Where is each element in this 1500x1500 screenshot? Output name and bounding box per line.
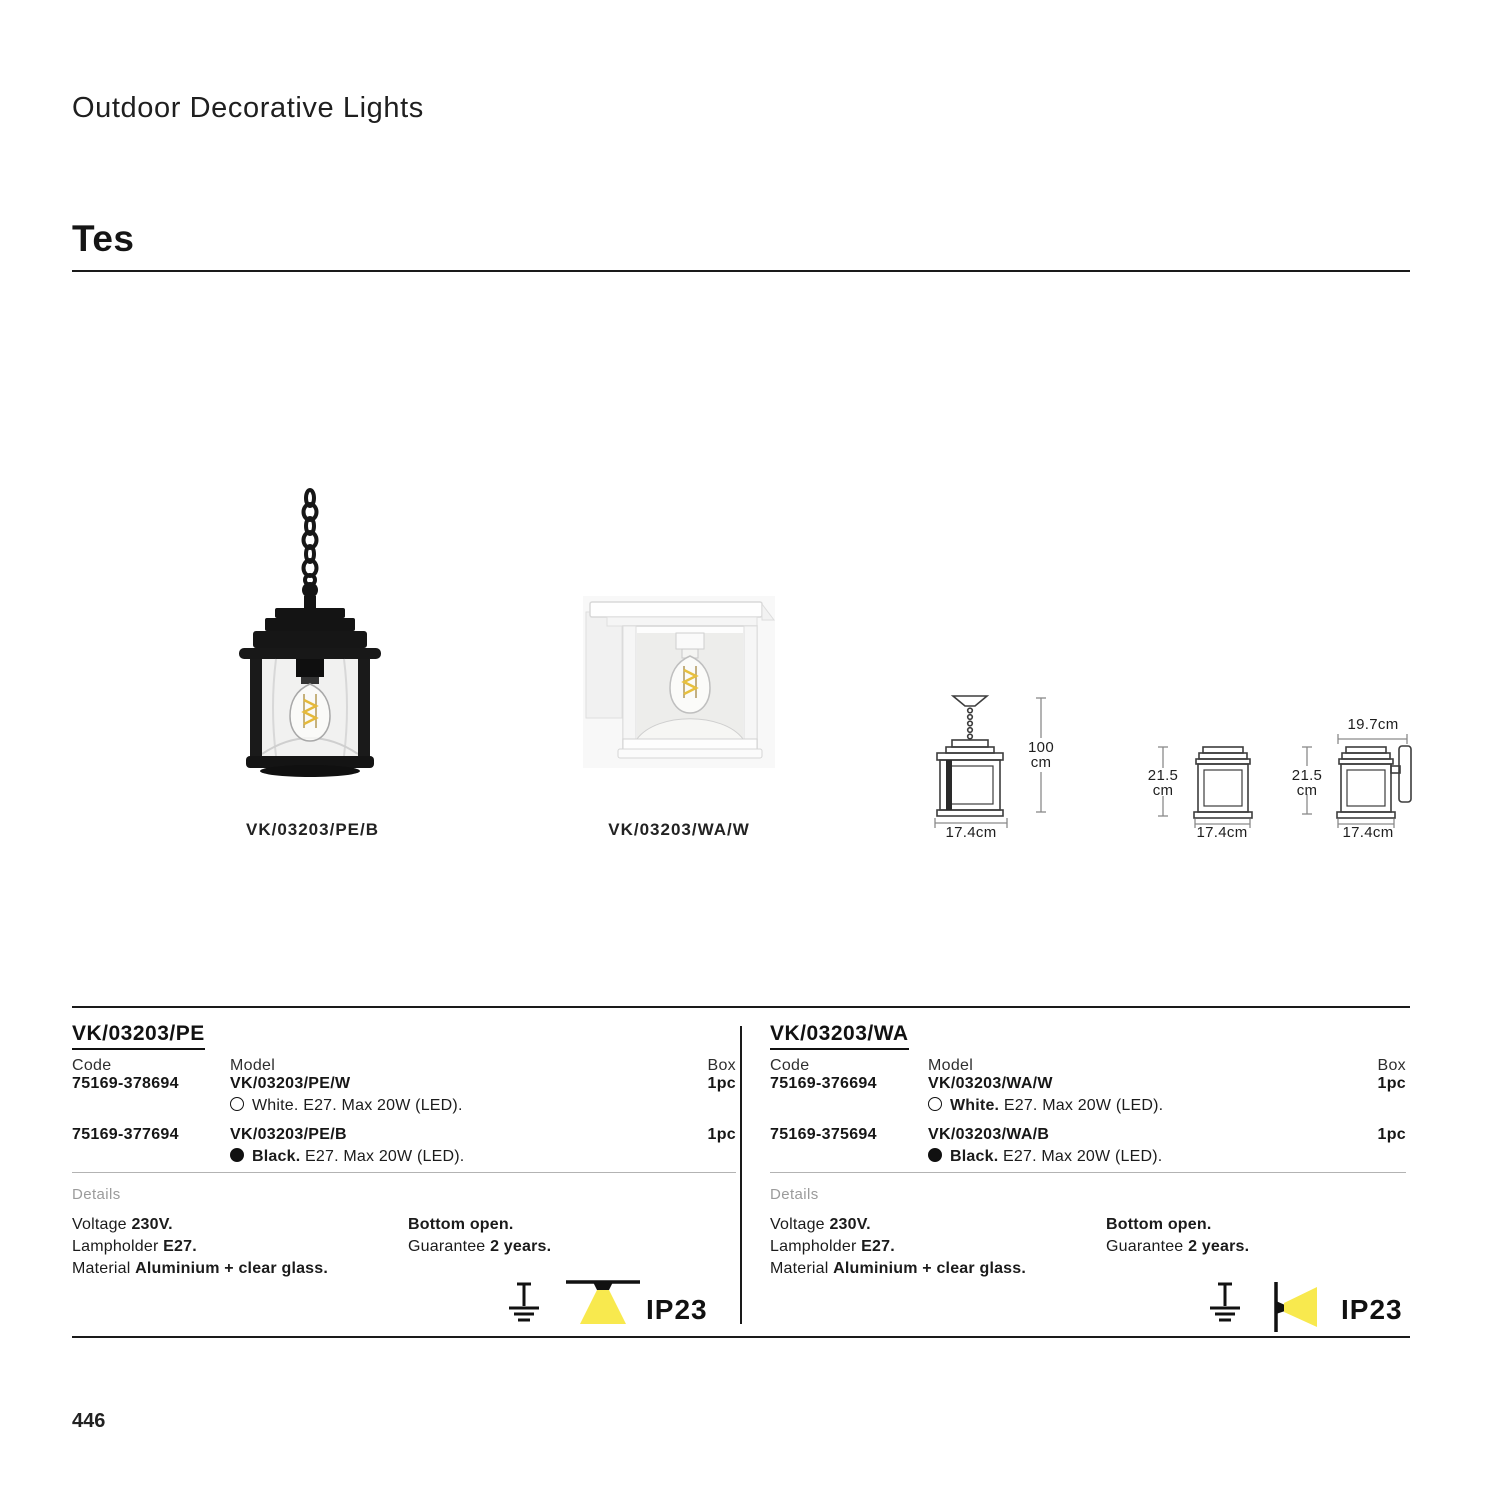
color-label: Black.	[252, 1148, 301, 1165]
column-divider	[740, 1026, 742, 1324]
row-box: 1pc	[707, 1075, 736, 1092]
page-number: 446	[72, 1410, 106, 1432]
row-description	[928, 1097, 1163, 1115]
dim-height-front: 21.5 cm	[1147, 767, 1179, 799]
row-model: VK/03203/PE/W	[230, 1075, 351, 1092]
category-title: Outdoor Decorative Lights	[72, 92, 424, 124]
wall-plate	[586, 612, 622, 718]
color-swatch-black	[928, 1148, 942, 1162]
spec-bottom-rule	[72, 1336, 1410, 1338]
row-model: VK/03203/WA/B	[928, 1126, 1050, 1143]
row-box: 1pc	[1377, 1126, 1406, 1143]
column-header-code: Code	[72, 1057, 112, 1074]
dim-height-pendant: 100 cm	[1028, 739, 1054, 771]
wall-light-icon	[1271, 1281, 1319, 1333]
ip-rating: IP23	[1341, 1294, 1403, 1325]
row-code: 75169-376694	[770, 1075, 877, 1092]
ip-rating: IP23	[646, 1294, 708, 1325]
spec-text: E27. Max 20W (LED).	[305, 1148, 465, 1165]
detail-lampholder: Lampholder E27.	[72, 1238, 197, 1255]
product-photo-pendant-black	[215, 488, 410, 778]
earth-ground-icon	[1206, 1281, 1244, 1325]
table-heading-wa: VK/03203/WA	[770, 1022, 909, 1050]
row-model: VK/03203/PE/B	[230, 1126, 347, 1143]
detail-material: Material Aluminium + clear glass.	[770, 1260, 1027, 1277]
series-title: Tes	[72, 218, 135, 259]
dim-depth-side: 19.7cm	[1347, 716, 1399, 733]
color-swatch-white	[230, 1097, 244, 1111]
product-caption-pendant: VK/03203/PE/B	[245, 820, 379, 839]
details-right-column	[1106, 1214, 1249, 1258]
details-divider	[72, 1172, 736, 1173]
socket	[296, 659, 324, 677]
detail-bottom-open: Bottom open.	[1106, 1216, 1212, 1233]
detail-voltage: Voltage 230V.	[72, 1216, 173, 1233]
details-left-column	[72, 1214, 328, 1280]
product-photo-wall-white	[583, 596, 775, 768]
column-header-model: Model	[230, 1057, 276, 1074]
row-code: 75169-377694	[72, 1126, 179, 1143]
title-divider	[72, 270, 1410, 272]
detail-bottom-open: Bottom open.	[408, 1216, 514, 1233]
table-heading-pe: VK/03203/PE	[72, 1022, 205, 1050]
details-label: Details	[770, 1186, 819, 1203]
dim-height-side: 21.5 cm	[1291, 767, 1323, 799]
detail-material: Material Aluminium + clear glass.	[72, 1260, 329, 1277]
details-label: Details	[72, 1186, 121, 1203]
column-header-code: Code	[770, 1057, 810, 1074]
detail-guarantee: Guarantee 2 years.	[1106, 1238, 1250, 1255]
row-code: 75169-378694	[72, 1075, 179, 1092]
details-right-column	[408, 1214, 551, 1258]
row-description	[230, 1097, 463, 1115]
ceiling-pendant-light-icon	[564, 1277, 642, 1327]
spec-text: E27. Max 20W (LED).	[1003, 1148, 1163, 1165]
spec-top-rule	[72, 1006, 1410, 1008]
detail-lampholder: Lampholder E27.	[770, 1238, 895, 1255]
color-label: White.	[950, 1097, 1000, 1114]
dim-width-side: 17.4cm	[1342, 824, 1394, 841]
column-header-box: Box	[707, 1057, 736, 1074]
dim-width-pendant: 17.4cm	[945, 824, 997, 841]
row-model: VK/03203/WA/W	[928, 1075, 1053, 1092]
row-code: 75169-375694	[770, 1126, 877, 1143]
color-label: White.	[252, 1097, 299, 1114]
chain	[304, 490, 317, 576]
details-left-column	[770, 1214, 1026, 1280]
color-swatch-white	[928, 1097, 942, 1111]
dim-width-front: 17.4cm	[1196, 824, 1248, 841]
product-caption-wall: VK/03203/WA/W	[608, 820, 750, 839]
detail-guarantee: Guarantee 2 years.	[408, 1238, 552, 1255]
column-header-box: Box	[1377, 1057, 1406, 1074]
spec-text: E27. Max 20W (LED).	[303, 1097, 463, 1114]
earth-ground-icon	[505, 1281, 543, 1325]
color-swatch-black	[230, 1148, 244, 1162]
detail-voltage: Voltage 230V.	[770, 1216, 871, 1233]
row-description	[928, 1148, 1162, 1166]
spec-text: E27. Max 20W (LED).	[1003, 1097, 1164, 1114]
socket	[676, 633, 704, 649]
row-box: 1pc	[707, 1126, 736, 1143]
row-description	[230, 1148, 464, 1166]
row-box: 1pc	[1377, 1075, 1406, 1092]
details-divider	[770, 1172, 1406, 1173]
color-label: Black.	[950, 1148, 999, 1165]
column-header-model: Model	[928, 1057, 974, 1074]
